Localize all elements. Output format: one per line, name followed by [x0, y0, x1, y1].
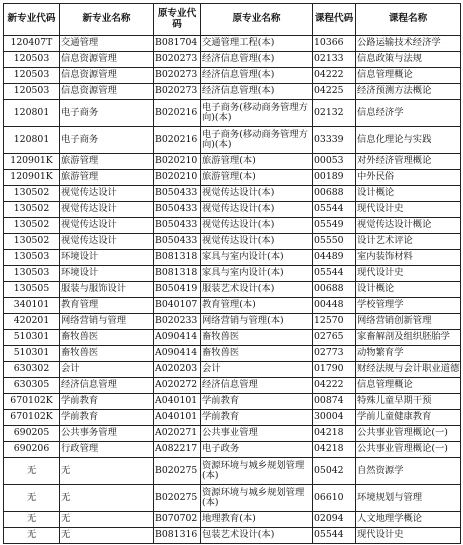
header-new-major-code: 新专业代码 — [4, 4, 60, 36]
table-row — [4, 512, 461, 528]
cell-new-major-name: 无 — [60, 512, 154, 528]
cell-new-major-code: 670102K — [4, 410, 60, 426]
cell-old-major-name: 教育管理(本) — [201, 298, 313, 314]
cell-new-major-code: 670102K — [4, 394, 60, 410]
cell-new-major-code: 130502 — [4, 218, 60, 234]
cell-new-major-code: 无 — [4, 458, 60, 485]
cell-new-major-code: 130502 — [4, 234, 60, 250]
cell-new-major-name: 电子商务 — [60, 100, 154, 127]
cell-new-major-code: 510301 — [4, 346, 60, 362]
cell-new-major-name: 视觉传达设计 — [60, 218, 154, 234]
cell-course-name: 现代设计史 — [356, 202, 461, 218]
cell-new-major-name: 学前教育 — [60, 394, 154, 410]
header-row — [4, 4, 461, 36]
cell-old-major-code: A082217 — [154, 442, 201, 458]
cell-old-major-code: A040101 — [154, 410, 201, 426]
cell-course-name: 室内装饰材料 — [356, 250, 461, 266]
cell-old-major-code: B081704 — [154, 36, 201, 52]
cell-course-code: 04222 — [313, 378, 356, 394]
cell-old-major-name: 服装艺术设计(本) — [201, 282, 313, 298]
table-row — [4, 127, 461, 154]
table-row — [4, 266, 461, 282]
table-row — [4, 250, 461, 266]
cell-new-major-code: 130505 — [4, 282, 60, 298]
cell-course-code: 01790 — [313, 362, 356, 378]
cell-old-major-code: A090414 — [154, 346, 201, 362]
cell-new-major-name: 环境设计 — [60, 250, 154, 266]
cell-new-major-name: 视觉传达设计 — [60, 186, 154, 202]
cell-course-name: 信息管理概论 — [356, 378, 461, 394]
cell-old-major-code: B081318 — [154, 266, 201, 282]
course-mapping-table-container — [3, 3, 460, 544]
cell-new-major-name: 学前教育 — [60, 410, 154, 426]
cell-old-major-name: 经济信息管理 — [201, 378, 313, 394]
cell-old-major-code: B050433 — [154, 218, 201, 234]
cell-old-major-name: 交通管理工程(本) — [201, 36, 313, 52]
table-row — [4, 485, 461, 512]
cell-old-major-name: 旅游管理(本) — [201, 170, 313, 186]
table-row — [4, 314, 461, 330]
cell-new-major-code: 130503 — [4, 266, 60, 282]
cell-course-code: 05042 — [313, 458, 356, 485]
cell-new-major-code: 120801 — [4, 100, 60, 127]
cell-course-code: 04489 — [313, 250, 356, 266]
cell-course-name: 网络营销创新管理 — [356, 314, 461, 330]
cell-course-name: 财经法规与会计职业道德 — [356, 362, 461, 378]
cell-course-name: 信息管理概论 — [356, 68, 461, 84]
cell-old-major-name: 视觉传达设计(本) — [201, 234, 313, 250]
header-course-code: 课程代码 — [313, 4, 356, 36]
cell-old-major-code: B020216 — [154, 100, 201, 127]
table-row — [4, 170, 461, 186]
cell-new-major-name: 畜牧兽医 — [60, 346, 154, 362]
course-mapping-table — [3, 3, 461, 544]
cell-new-major-name: 视觉传达设计 — [60, 202, 154, 218]
cell-old-major-name: 视觉传达设计(本) — [201, 202, 313, 218]
table-row — [4, 186, 461, 202]
cell-new-major-code: 630305 — [4, 378, 60, 394]
cell-new-major-code: 130502 — [4, 186, 60, 202]
cell-course-code: 05544 — [313, 266, 356, 282]
cell-course-name: 设计概论 — [356, 186, 461, 202]
cell-course-code: 00189 — [313, 170, 356, 186]
cell-course-code: 02133 — [313, 52, 356, 68]
table-row — [4, 154, 461, 170]
cell-new-major-name: 旅游管理 — [60, 170, 154, 186]
cell-course-code: 02094 — [313, 512, 356, 528]
table-row — [4, 68, 461, 84]
cell-course-code: 05544 — [313, 202, 356, 218]
cell-new-major-code: 130503 — [4, 250, 60, 266]
cell-course-code: 04222 — [313, 68, 356, 84]
cell-new-major-name: 交通管理 — [60, 36, 154, 52]
cell-course-name: 现代设计史 — [356, 266, 461, 282]
cell-course-code: 05549 — [313, 218, 356, 234]
table-row — [4, 394, 461, 410]
cell-new-major-code: 420201 — [4, 314, 60, 330]
cell-course-name: 自然资源学 — [356, 458, 461, 485]
cell-new-major-code: 120801 — [4, 127, 60, 154]
cell-old-major-name: 资源环境与城乡规划管理(本) — [201, 485, 313, 512]
cell-new-major-name: 行政管理 — [60, 442, 154, 458]
table-row — [4, 378, 461, 394]
header-old-major-name: 原专业名称 — [201, 4, 313, 36]
cell-new-major-name: 无 — [60, 528, 154, 544]
cell-course-code: 00688 — [313, 282, 356, 298]
cell-course-name: 对外经济管理概论 — [356, 154, 461, 170]
table-row — [4, 458, 461, 485]
cell-old-major-code: B020275 — [154, 458, 201, 485]
cell-old-major-code: B081318 — [154, 250, 201, 266]
cell-old-major-code: B050433 — [154, 202, 201, 218]
table-row — [4, 36, 461, 52]
cell-new-major-name: 信息资源管理 — [60, 68, 154, 84]
cell-course-code: 04218 — [313, 426, 356, 442]
cell-old-major-code: A020271 — [154, 426, 201, 442]
cell-new-major-name: 网络营销与管理 — [60, 314, 154, 330]
cell-new-major-name: 视觉传达设计 — [60, 234, 154, 250]
cell-course-code: 04225 — [313, 84, 356, 100]
cell-course-name: 学前儿童健康教育 — [356, 410, 461, 426]
cell-old-major-name: 家具与室内设计(本) — [201, 250, 313, 266]
table-row — [4, 442, 461, 458]
cell-old-major-name: 视觉传达设计(本) — [201, 218, 313, 234]
cell-new-major-code: 510301 — [4, 330, 60, 346]
table-body — [4, 36, 461, 544]
cell-new-major-code: 340101 — [4, 298, 60, 314]
cell-old-major-code: B050419 — [154, 282, 201, 298]
cell-course-code: 02132 — [313, 100, 356, 127]
cell-course-code: 06610 — [313, 485, 356, 512]
cell-new-major-code: 无 — [4, 512, 60, 528]
table-row — [4, 426, 461, 442]
cell-old-major-name: 电子商务(移动商务管理方向)(本) — [201, 100, 313, 127]
cell-new-major-code: 120503 — [4, 68, 60, 84]
cell-course-code: 00874 — [313, 394, 356, 410]
cell-course-code: 10366 — [313, 36, 356, 52]
table-row — [4, 52, 461, 68]
cell-course-name: 信息政策与法规 — [356, 52, 461, 68]
cell-old-major-name: 包装艺术设计(本) — [201, 528, 313, 544]
cell-old-major-name: 会计 — [201, 362, 313, 378]
cell-old-major-code: B020233 — [154, 314, 201, 330]
cell-old-major-code: A020272 — [154, 378, 201, 394]
cell-course-name: 公路运输技术经济学 — [356, 36, 461, 52]
cell-old-major-code: B050433 — [154, 234, 201, 250]
cell-new-major-code: 120407T — [4, 36, 60, 52]
cell-course-code: 12570 — [313, 314, 356, 330]
cell-old-major-name: 地理教育(本) — [201, 512, 313, 528]
cell-new-major-name: 无 — [60, 485, 154, 512]
cell-old-major-code: A090414 — [154, 330, 201, 346]
cell-new-major-name: 电子商务 — [60, 127, 154, 154]
cell-new-major-name: 旅游管理 — [60, 154, 154, 170]
cell-course-code: 00053 — [313, 154, 356, 170]
cell-old-major-name: 学前教育 — [201, 410, 313, 426]
table-row — [4, 330, 461, 346]
cell-course-name: 人文地理学概论 — [356, 512, 461, 528]
cell-course-code: 02773 — [313, 346, 356, 362]
table-row — [4, 202, 461, 218]
cell-course-name: 学校管理学 — [356, 298, 461, 314]
table-row — [4, 528, 461, 544]
cell-new-major-code: 690206 — [4, 442, 60, 458]
cell-old-major-code: B020273 — [154, 84, 201, 100]
cell-old-major-name: 旅游管理(本) — [201, 154, 313, 170]
cell-old-major-code: B040107 — [154, 298, 201, 314]
cell-old-major-code: B020273 — [154, 68, 201, 84]
cell-old-major-code: B020275 — [154, 485, 201, 512]
table-row — [4, 100, 461, 127]
table-row — [4, 362, 461, 378]
cell-new-major-code: 无 — [4, 528, 60, 544]
cell-course-code: 00688 — [313, 186, 356, 202]
cell-old-major-name: 公共事业管理 — [201, 426, 313, 442]
cell-course-code: 00448 — [313, 298, 356, 314]
cell-old-major-name: 网络营销与管理(本) — [201, 314, 313, 330]
cell-course-name: 经济预测方法概论 — [356, 84, 461, 100]
cell-course-name: 环境规划与管理 — [356, 485, 461, 512]
cell-new-major-code: 690205 — [4, 426, 60, 442]
cell-course-code: 04218 — [313, 442, 356, 458]
cell-old-major-name: 畜牧兽医 — [201, 346, 313, 362]
cell-old-major-name: 畜牧兽医 — [201, 330, 313, 346]
table-row — [4, 84, 461, 100]
cell-new-major-name: 环境设计 — [60, 266, 154, 282]
cell-new-major-code: 120503 — [4, 84, 60, 100]
cell-new-major-name: 经济信息管理 — [60, 378, 154, 394]
cell-new-major-name: 会计 — [60, 362, 154, 378]
cell-old-major-name: 经济信息管理(本) — [201, 84, 313, 100]
cell-old-major-name: 家具与室内设计(本) — [201, 266, 313, 282]
cell-old-major-code: B081316 — [154, 528, 201, 544]
cell-course-name: 信息化理论与实践 — [356, 127, 461, 154]
cell-new-major-name: 公共事务管理 — [60, 426, 154, 442]
cell-old-major-name: 资源环境与城乡规划管理(本) — [201, 458, 313, 485]
table-row — [4, 346, 461, 362]
cell-old-major-code: A040101 — [154, 394, 201, 410]
cell-course-name: 设计艺术评论 — [356, 234, 461, 250]
cell-course-name: 信息经济学 — [356, 100, 461, 127]
cell-old-major-name: 视觉传达设计(本) — [201, 186, 313, 202]
cell-old-major-name: 学前教育 — [201, 394, 313, 410]
cell-new-major-name: 畜牧兽医 — [60, 330, 154, 346]
table-row — [4, 410, 461, 426]
header-course-name: 课程名称 — [356, 4, 461, 36]
cell-course-name: 动物繁育学 — [356, 346, 461, 362]
cell-new-major-code: 120503 — [4, 52, 60, 68]
table-row — [4, 218, 461, 234]
cell-new-major-code: 630302 — [4, 362, 60, 378]
header-new-major-name: 新专业名称 — [60, 4, 154, 36]
cell-course-code: 02765 — [313, 330, 356, 346]
cell-course-name: 特殊儿童早期干预 — [356, 394, 461, 410]
cell-old-major-code: B020273 — [154, 52, 201, 68]
cell-course-name: 现代设计史 — [356, 528, 461, 544]
cell-course-name: 公共事业管理概论(一) — [356, 442, 461, 458]
cell-old-major-code: B070702 — [154, 512, 201, 528]
cell-old-major-code: B050433 — [154, 186, 201, 202]
table-row — [4, 234, 461, 250]
cell-old-major-name: 经济信息管理(本) — [201, 52, 313, 68]
cell-course-name: 设计概论 — [356, 282, 461, 298]
header-old-major-code: 原专业代码 — [154, 4, 201, 36]
cell-new-major-code: 130502 — [4, 202, 60, 218]
cell-new-major-name: 服装与服饰设计 — [60, 282, 154, 298]
cell-course-code: 30004 — [313, 410, 356, 426]
cell-old-major-name: 经济信息管理(本) — [201, 68, 313, 84]
cell-course-name: 公共事业管理概论(一) — [356, 426, 461, 442]
cell-old-major-code: B020216 — [154, 127, 201, 154]
cell-new-major-name: 信息资源管理 — [60, 84, 154, 100]
cell-course-code: 05544 — [313, 528, 356, 544]
cell-old-major-code: A020203 — [154, 362, 201, 378]
cell-new-major-code: 120901K — [4, 154, 60, 170]
cell-course-name: 家畜解剖及组织胚胎学 — [356, 330, 461, 346]
table-header — [4, 4, 461, 36]
cell-old-major-code: B020210 — [154, 170, 201, 186]
cell-old-major-name: 电子政务 — [201, 442, 313, 458]
cell-new-major-name: 教育管理 — [60, 298, 154, 314]
cell-new-major-name: 无 — [60, 458, 154, 485]
table-row — [4, 298, 461, 314]
table-row — [4, 282, 461, 298]
cell-course-code: 03339 — [313, 127, 356, 154]
cell-course-name: 中外民俗 — [356, 170, 461, 186]
cell-course-code: 05550 — [313, 234, 356, 250]
cell-course-name: 视觉传达设计概论 — [356, 218, 461, 234]
cell-old-major-name: 电子商务(移动商务管理方向)(本) — [201, 127, 313, 154]
cell-new-major-name: 信息资源管理 — [60, 52, 154, 68]
cell-new-major-code: 无 — [4, 485, 60, 512]
cell-new-major-code: 120901K — [4, 170, 60, 186]
cell-old-major-code: B020210 — [154, 154, 201, 170]
